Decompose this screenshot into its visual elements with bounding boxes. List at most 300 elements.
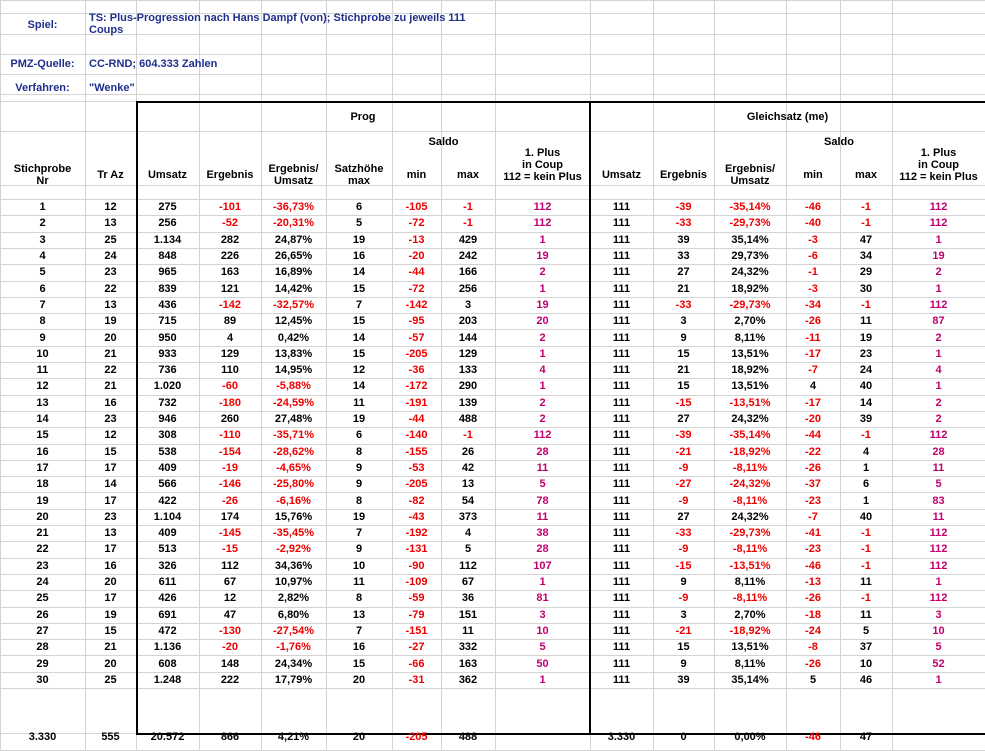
verfahren-label[interactable]: Verfahren: xyxy=(15,82,70,94)
table-cell[interactable]: -9 xyxy=(678,461,689,474)
table-cell[interactable]: 112 xyxy=(929,543,948,556)
table-cell[interactable]: 5 xyxy=(935,478,942,491)
table-cell[interactable]: 112 xyxy=(459,559,477,572)
table-cell[interactable]: 111 xyxy=(612,673,631,686)
table-cell[interactable]: -24,32% xyxy=(729,478,771,491)
table-cell[interactable]: 11 xyxy=(353,396,365,409)
table-cell[interactable]: 8 xyxy=(355,494,363,507)
table-cell[interactable]: 26,65% xyxy=(274,250,313,263)
table-cell[interactable]: 111 xyxy=(612,396,631,409)
table-cell[interactable]: 8,11% xyxy=(734,576,766,589)
totals-cell[interactable]: 20 xyxy=(352,731,366,743)
totals-cell[interactable]: 555 xyxy=(101,731,120,743)
table-cell[interactable]: -20 xyxy=(408,250,425,263)
table-cell[interactable]: 47 xyxy=(223,608,237,621)
table-cell[interactable]: 112 xyxy=(533,201,552,214)
table-cell[interactable]: 15 xyxy=(104,445,117,458)
table-cell[interactable]: 89 xyxy=(223,315,237,328)
table-cell[interactable]: -8,11% xyxy=(732,494,768,507)
table-cell[interactable]: 21 xyxy=(36,527,49,540)
table-cell[interactable]: -20 xyxy=(222,641,238,654)
table-cell[interactable]: 15 xyxy=(104,624,117,637)
table-cell[interactable]: 38 xyxy=(536,527,549,540)
table-cell[interactable]: 1 xyxy=(539,233,546,246)
table-cell[interactable]: 50 xyxy=(536,657,549,670)
table-cell[interactable]: -27,54% xyxy=(273,624,314,637)
totals-cell[interactable] xyxy=(495,728,590,746)
table-cell[interactable]: 13 xyxy=(461,478,475,491)
table-cell[interactable]: 111 xyxy=(612,494,631,507)
table-cell[interactable]: -20,31% xyxy=(273,217,314,230)
table-cell[interactable]: -82 xyxy=(408,494,425,507)
header-umsatz[interactable] xyxy=(136,155,199,195)
table-cell[interactable]: 111 xyxy=(612,461,631,474)
table-cell[interactable]: 163 xyxy=(458,657,478,670)
table-cell[interactable]: 151 xyxy=(458,608,478,621)
table-cell[interactable]: 12,45% xyxy=(274,315,313,328)
table-cell[interactable]: -37 xyxy=(805,478,821,491)
table-cell[interactable]: 28 xyxy=(536,445,549,458)
table-cell[interactable]: 20 xyxy=(104,331,117,344)
table-cell[interactable]: 87 xyxy=(932,315,945,328)
table-cell[interactable]: -1 xyxy=(861,527,871,540)
totals-cell[interactable]: 4,21% xyxy=(277,731,310,743)
table-cell[interactable]: 23 xyxy=(36,559,49,572)
table-cell[interactable]: 10 xyxy=(859,657,873,670)
table-cell[interactable]: 27 xyxy=(677,510,690,523)
table-cell[interactable]: 9 xyxy=(355,543,363,556)
table-cell[interactable]: -35,14% xyxy=(729,201,771,214)
table-cell[interactable]: -11 xyxy=(805,331,821,344)
table-cell[interactable]: 933 xyxy=(158,347,177,360)
table-cell[interactable]: -8,11% xyxy=(732,543,768,556)
totals-cell[interactable]: -205 xyxy=(405,731,428,743)
table-cell[interactable]: 28 xyxy=(36,641,49,654)
table-cell[interactable]: 111 xyxy=(612,478,631,491)
header-ergebnis-umsatz-g[interactable] xyxy=(714,155,786,195)
table-cell[interactable]: 22 xyxy=(104,282,117,295)
table-cell[interactable]: 112 xyxy=(929,527,948,540)
table-cell[interactable]: 3 xyxy=(680,315,687,328)
table-cell[interactable]: 112 xyxy=(221,559,239,572)
table-cell[interactable]: 121 xyxy=(220,282,240,295)
header-max[interactable] xyxy=(441,155,495,195)
table-cell[interactable]: -15 xyxy=(675,396,692,409)
table-cell[interactable]: -15 xyxy=(675,559,692,572)
table-cell[interactable]: 488 xyxy=(458,413,478,426)
table-cell[interactable]: 1.020 xyxy=(153,380,182,393)
table-cell[interactable]: -23 xyxy=(805,543,821,556)
table-cell[interactable]: 25 xyxy=(104,673,117,686)
table-cell[interactable]: -9 xyxy=(678,592,689,605)
header-satzhoehe[interactable] xyxy=(326,155,392,195)
table-cell[interactable]: 9 xyxy=(680,331,687,344)
table-cell[interactable]: 7 xyxy=(355,624,363,637)
table-cell[interactable]: -39 xyxy=(675,429,692,442)
table-cell[interactable]: -32,57% xyxy=(273,298,314,311)
table-cell[interactable]: 144 xyxy=(458,331,478,344)
table-cell[interactable]: 27 xyxy=(36,624,49,637)
table-cell[interactable]: 11 xyxy=(462,624,474,637)
table-cell[interactable]: 1 xyxy=(862,494,870,507)
table-cell[interactable]: -20 xyxy=(805,413,821,426)
table-cell[interactable]: -1 xyxy=(861,201,871,214)
table-cell[interactable]: 4 xyxy=(464,527,472,540)
table-cell[interactable]: 4 xyxy=(862,445,870,458)
table-cell[interactable]: -29,73% xyxy=(729,217,771,230)
table-cell[interactable]: -130 xyxy=(218,624,242,637)
table-cell[interactable]: 24,32% xyxy=(731,413,769,426)
table-cell[interactable]: 736 xyxy=(158,364,177,377)
table-cell[interactable]: 22 xyxy=(104,364,117,377)
table-cell[interactable]: -109 xyxy=(405,576,428,589)
table-cell[interactable]: 21 xyxy=(677,282,690,295)
table-cell[interactable]: 362 xyxy=(458,673,478,686)
spiel-label[interactable]: Spiel: xyxy=(27,19,58,31)
table-cell[interactable]: 11 xyxy=(860,576,872,589)
table-cell[interactable]: 13 xyxy=(104,527,117,540)
table-cell[interactable]: 839 xyxy=(158,282,177,295)
table-cell[interactable]: -146 xyxy=(218,478,242,491)
table-cell[interactable]: -29,73% xyxy=(729,298,771,311)
table-cell[interactable]: 11 xyxy=(932,461,945,474)
group-prog[interactable]: Prog xyxy=(350,111,376,123)
table-cell[interactable]: 8 xyxy=(355,592,363,605)
table-cell[interactable]: 112 xyxy=(929,201,948,214)
table-cell[interactable]: 83 xyxy=(932,494,945,507)
table-cell[interactable]: -6,16% xyxy=(276,494,311,507)
table-cell[interactable]: 27 xyxy=(677,266,690,279)
table-cell[interactable]: 6 xyxy=(862,478,870,491)
header-ergebnis[interactable] xyxy=(199,155,261,195)
table-cell[interactable]: 275 xyxy=(158,201,177,214)
table-cell[interactable]: 24,32% xyxy=(731,510,769,523)
table-cell[interactable]: 15 xyxy=(352,657,366,670)
table-cell[interactable]: 10 xyxy=(36,347,49,360)
table-cell[interactable]: 260 xyxy=(220,413,240,426)
table-cell[interactable]: -57 xyxy=(408,331,425,344)
table-cell[interactable]: 111 xyxy=(612,624,631,637)
header-ergebnis-umsatz[interactable] xyxy=(261,155,326,195)
table-cell[interactable]: 112 xyxy=(929,592,948,605)
table-cell[interactable]: -1 xyxy=(463,429,473,442)
table-cell[interactable]: 950 xyxy=(158,331,177,344)
table-cell[interactable]: 33 xyxy=(677,250,690,263)
header-min[interactable] xyxy=(392,155,441,195)
table-cell[interactable]: -205 xyxy=(405,347,428,360)
table-cell[interactable]: 256 xyxy=(458,282,478,295)
table-cell[interactable]: 4 xyxy=(39,250,46,263)
table-cell[interactable]: -142 xyxy=(218,298,242,311)
table-cell[interactable]: 14 xyxy=(104,478,117,491)
table-cell[interactable]: -27 xyxy=(408,641,425,654)
table-cell[interactable]: 163 xyxy=(220,266,240,279)
table-cell[interactable]: 2,82% xyxy=(277,592,310,605)
table-cell[interactable]: 14,42% xyxy=(274,282,313,295)
table-cell[interactable]: -131 xyxy=(405,543,428,556)
table-cell[interactable]: -21 xyxy=(675,624,692,637)
table-cell[interactable]: -79 xyxy=(408,608,425,621)
table-cell[interactable]: 24 xyxy=(104,250,117,263)
table-cell[interactable]: 8 xyxy=(355,445,363,458)
table-cell[interactable]: -191 xyxy=(405,396,428,409)
table-cell[interactable]: 2 xyxy=(935,413,942,426)
table-cell[interactable]: -35,14% xyxy=(729,429,771,442)
table-cell[interactable]: 15 xyxy=(36,429,49,442)
totals-cell[interactable]: 866 xyxy=(220,731,240,743)
table-cell[interactable]: 6 xyxy=(355,429,363,442)
table-cell[interactable]: -5,88% xyxy=(276,380,311,393)
table-cell[interactable]: 19 xyxy=(104,608,117,621)
table-cell[interactable]: 8,11% xyxy=(734,331,766,344)
table-cell[interactable]: 9 xyxy=(680,657,687,670)
table-cell[interactable]: 965 xyxy=(158,266,177,279)
table-cell[interactable]: 111 xyxy=(612,641,631,654)
table-cell[interactable]: 111 xyxy=(612,429,631,442)
table-cell[interactable]: -155 xyxy=(405,445,428,458)
table-cell[interactable]: -13 xyxy=(805,576,821,589)
table-cell[interactable]: -22 xyxy=(805,445,821,458)
table-cell[interactable]: 5 xyxy=(862,624,870,637)
table-cell[interactable]: 1 xyxy=(935,347,942,360)
table-cell[interactable]: 2 xyxy=(539,413,546,426)
table-cell[interactable]: 13,83% xyxy=(274,347,313,360)
table-cell[interactable]: -33 xyxy=(675,298,692,311)
table-cell[interactable]: 35,14% xyxy=(731,233,769,246)
table-cell[interactable]: 111 xyxy=(612,315,631,328)
table-cell[interactable]: 25 xyxy=(36,592,49,605)
table-cell[interactable]: 10 xyxy=(352,559,366,572)
table-cell[interactable]: -8,11% xyxy=(732,592,768,605)
table-cell[interactable]: 1 xyxy=(539,282,546,295)
table-cell[interactable]: -59 xyxy=(408,592,425,605)
table-cell[interactable]: 2 xyxy=(539,331,546,344)
table-cell[interactable]: 133 xyxy=(458,364,478,377)
table-cell[interactable]: -44 xyxy=(408,266,425,279)
totals-cell[interactable] xyxy=(892,728,985,746)
table-cell[interactable]: -1 xyxy=(861,217,871,230)
table-cell[interactable]: 111 xyxy=(612,445,631,458)
table-cell[interactable]: 111 xyxy=(612,592,631,605)
table-cell[interactable]: 3 xyxy=(935,608,942,621)
table-cell[interactable]: 15 xyxy=(352,282,366,295)
table-cell[interactable]: 28 xyxy=(932,445,945,458)
table-cell[interactable]: 19 xyxy=(36,494,49,507)
table-cell[interactable]: 17 xyxy=(36,461,49,474)
group-saldo-gleich[interactable]: Saldo xyxy=(824,136,854,148)
table-cell[interactable]: 1.134 xyxy=(153,233,182,246)
table-cell[interactable]: 111 xyxy=(612,527,631,540)
table-cell[interactable]: 1.248 xyxy=(153,673,182,686)
table-cell[interactable]: 111 xyxy=(612,608,631,621)
table-cell[interactable]: -23 xyxy=(805,494,821,507)
table-cell[interactable]: -18,92% xyxy=(729,624,771,637)
table-cell[interactable]: -1 xyxy=(861,543,871,556)
table-cell[interactable]: 26 xyxy=(36,608,49,621)
totals-cell[interactable]: 0,00% xyxy=(734,731,766,743)
table-cell[interactable]: 30 xyxy=(36,673,49,686)
header-ergebnis-g[interactable] xyxy=(653,155,714,195)
table-cell[interactable]: -8 xyxy=(808,641,818,654)
table-cell[interactable]: 12 xyxy=(352,364,366,377)
table-cell[interactable]: 2 xyxy=(935,396,942,409)
table-cell[interactable]: 17 xyxy=(104,461,117,474)
table-cell[interactable]: 20 xyxy=(536,315,549,328)
table-cell[interactable]: 1 xyxy=(539,347,546,360)
table-cell[interactable]: 14 xyxy=(36,413,49,426)
table-cell[interactable]: 1 xyxy=(935,673,942,686)
table-cell[interactable]: -43 xyxy=(408,510,425,523)
table-cell[interactable]: 1 xyxy=(39,201,46,214)
table-cell[interactable]: 112 xyxy=(533,429,552,442)
table-cell[interactable]: -101 xyxy=(218,201,242,214)
table-cell[interactable]: 47 xyxy=(859,233,873,246)
table-cell[interactable]: 111 xyxy=(612,413,631,426)
table-cell[interactable]: -44 xyxy=(805,429,821,442)
table-cell[interactable]: 203 xyxy=(458,315,478,328)
table-cell[interactable]: 14,95% xyxy=(274,364,313,377)
table-cell[interactable]: -1 xyxy=(463,201,473,214)
table-cell[interactable]: 111 xyxy=(612,331,631,344)
table-cell[interactable]: -46 xyxy=(805,559,821,572)
table-cell[interactable]: 111 xyxy=(612,282,631,295)
table-cell[interactable]: 11 xyxy=(536,510,549,523)
table-cell[interactable]: 16,89% xyxy=(274,266,313,279)
table-cell[interactable]: 9 xyxy=(355,478,363,491)
table-cell[interactable]: 29,73% xyxy=(731,250,769,263)
table-cell[interactable]: 8,11% xyxy=(734,657,766,670)
spiel-value[interactable] xyxy=(85,4,499,44)
table-cell[interactable]: 20 xyxy=(36,510,49,523)
table-cell[interactable]: 112 xyxy=(929,217,948,230)
table-cell[interactable]: 513 xyxy=(158,543,177,556)
table-cell[interactable]: 422 xyxy=(158,494,177,507)
table-cell[interactable]: 39 xyxy=(677,233,690,246)
table-cell[interactable]: 18,92% xyxy=(731,364,769,377)
table-cell[interactable]: -18,92% xyxy=(729,445,771,458)
table-cell[interactable]: 1 xyxy=(539,380,546,393)
table-cell[interactable]: 1 xyxy=(935,576,942,589)
table-cell[interactable]: 110 xyxy=(221,364,239,377)
table-cell[interactable]: 14 xyxy=(859,396,873,409)
table-cell[interactable]: -34 xyxy=(805,298,821,311)
table-cell[interactable]: 111 xyxy=(612,543,631,556)
table-cell[interactable]: 17 xyxy=(104,494,117,507)
table-cell[interactable]: 111 xyxy=(612,233,631,246)
table-cell[interactable]: 4 xyxy=(809,380,817,393)
table-cell[interactable]: -140 xyxy=(405,429,428,442)
table-cell[interactable]: 15 xyxy=(677,347,690,360)
table-cell[interactable]: 5 xyxy=(935,641,942,654)
table-cell[interactable]: 11 xyxy=(353,576,365,589)
table-cell[interactable]: -31 xyxy=(408,673,425,686)
table-cell[interactable]: 21 xyxy=(104,641,117,654)
table-cell[interactable]: 34,36% xyxy=(274,559,313,572)
table-cell[interactable]: -1 xyxy=(861,429,871,442)
table-cell[interactable]: 4 xyxy=(226,331,234,344)
table-cell[interactable]: 1 xyxy=(935,282,942,295)
table-cell[interactable]: 5 xyxy=(539,641,546,654)
table-cell[interactable]: 566 xyxy=(158,478,177,491)
table-cell[interactable]: 13 xyxy=(352,608,366,621)
table-cell[interactable]: 111 xyxy=(612,510,631,523)
table-cell[interactable]: 715 xyxy=(158,315,177,328)
table-cell[interactable]: -15 xyxy=(222,543,238,556)
table-cell[interactable]: 111 xyxy=(612,250,631,263)
table-cell[interactable]: 242 xyxy=(458,250,478,263)
table-cell[interactable]: 111 xyxy=(612,266,631,279)
table-cell[interactable]: -154 xyxy=(218,445,242,458)
table-cell[interactable]: -24 xyxy=(805,624,821,637)
table-cell[interactable]: 2,70% xyxy=(734,315,766,328)
table-cell[interactable]: 148 xyxy=(220,657,240,670)
table-cell[interactable]: -145 xyxy=(218,527,242,540)
table-cell[interactable]: -180 xyxy=(218,396,242,409)
table-cell[interactable]: 1.136 xyxy=(153,641,182,654)
table-cell[interactable]: 256 xyxy=(158,217,177,230)
table-cell[interactable]: 9 xyxy=(355,461,363,474)
table-cell[interactable]: -13 xyxy=(408,233,425,246)
table-cell[interactable]: -33 xyxy=(675,527,692,540)
table-cell[interactable]: 12 xyxy=(104,429,117,442)
table-cell[interactable]: 7 xyxy=(355,527,363,540)
table-cell[interactable]: 20 xyxy=(104,576,117,589)
table-cell[interactable]: -46 xyxy=(805,201,821,214)
table-cell[interactable]: 67 xyxy=(223,576,237,589)
table-cell[interactable]: -8,11% xyxy=(732,461,768,474)
totals-cell[interactable]: 3.330 xyxy=(28,731,57,743)
table-cell[interactable]: 81 xyxy=(536,592,549,605)
table-cell[interactable]: -95 xyxy=(408,315,425,328)
table-cell[interactable]: 35,14% xyxy=(731,673,769,686)
table-cell[interactable]: 16 xyxy=(352,250,366,263)
pmz-label[interactable]: PMZ-Quelle: xyxy=(10,58,75,70)
table-cell[interactable]: -13,51% xyxy=(729,396,771,409)
table-cell[interactable]: -205 xyxy=(405,478,428,491)
table-cell[interactable]: 166 xyxy=(458,266,478,279)
table-cell[interactable]: -17 xyxy=(805,347,821,360)
table-cell[interactable]: 111 xyxy=(612,347,631,360)
table-cell[interactable]: -25,80% xyxy=(273,478,314,491)
table-cell[interactable]: 22 xyxy=(36,543,49,556)
table-cell[interactable]: 26 xyxy=(461,445,475,458)
table-cell[interactable]: 20 xyxy=(352,673,366,686)
table-cell[interactable]: -142 xyxy=(405,298,428,311)
table-cell[interactable]: 17,79% xyxy=(274,673,313,686)
table-cell[interactable]: -90 xyxy=(408,559,425,572)
table-cell[interactable]: 13 xyxy=(104,298,117,311)
table-cell[interactable]: 3 xyxy=(464,298,472,311)
table-cell[interactable]: 326 xyxy=(158,559,177,572)
table-cell[interactable]: 19 xyxy=(352,233,366,246)
table-cell[interactable]: 1 xyxy=(539,576,546,589)
table-cell[interactable]: 52 xyxy=(932,657,945,670)
totals-cell[interactable]: -46 xyxy=(805,731,821,743)
header-plus-g[interactable] xyxy=(892,135,985,195)
table-cell[interactable]: 946 xyxy=(158,413,177,426)
table-cell[interactable]: 5 xyxy=(355,217,363,230)
table-cell[interactable]: 24,32% xyxy=(731,266,769,279)
table-cell[interactable]: 429 xyxy=(458,233,478,246)
table-cell[interactable]: 4 xyxy=(539,364,546,377)
table-cell[interactable]: 37 xyxy=(859,641,873,654)
table-cell[interactable]: 308 xyxy=(158,429,177,442)
table-cell[interactable]: -1 xyxy=(861,559,871,572)
table-cell[interactable]: 17 xyxy=(104,592,117,605)
table-cell[interactable]: 13 xyxy=(104,217,117,230)
table-cell[interactable]: 10,97% xyxy=(274,576,313,589)
table-cell[interactable]: 21 xyxy=(677,364,690,377)
